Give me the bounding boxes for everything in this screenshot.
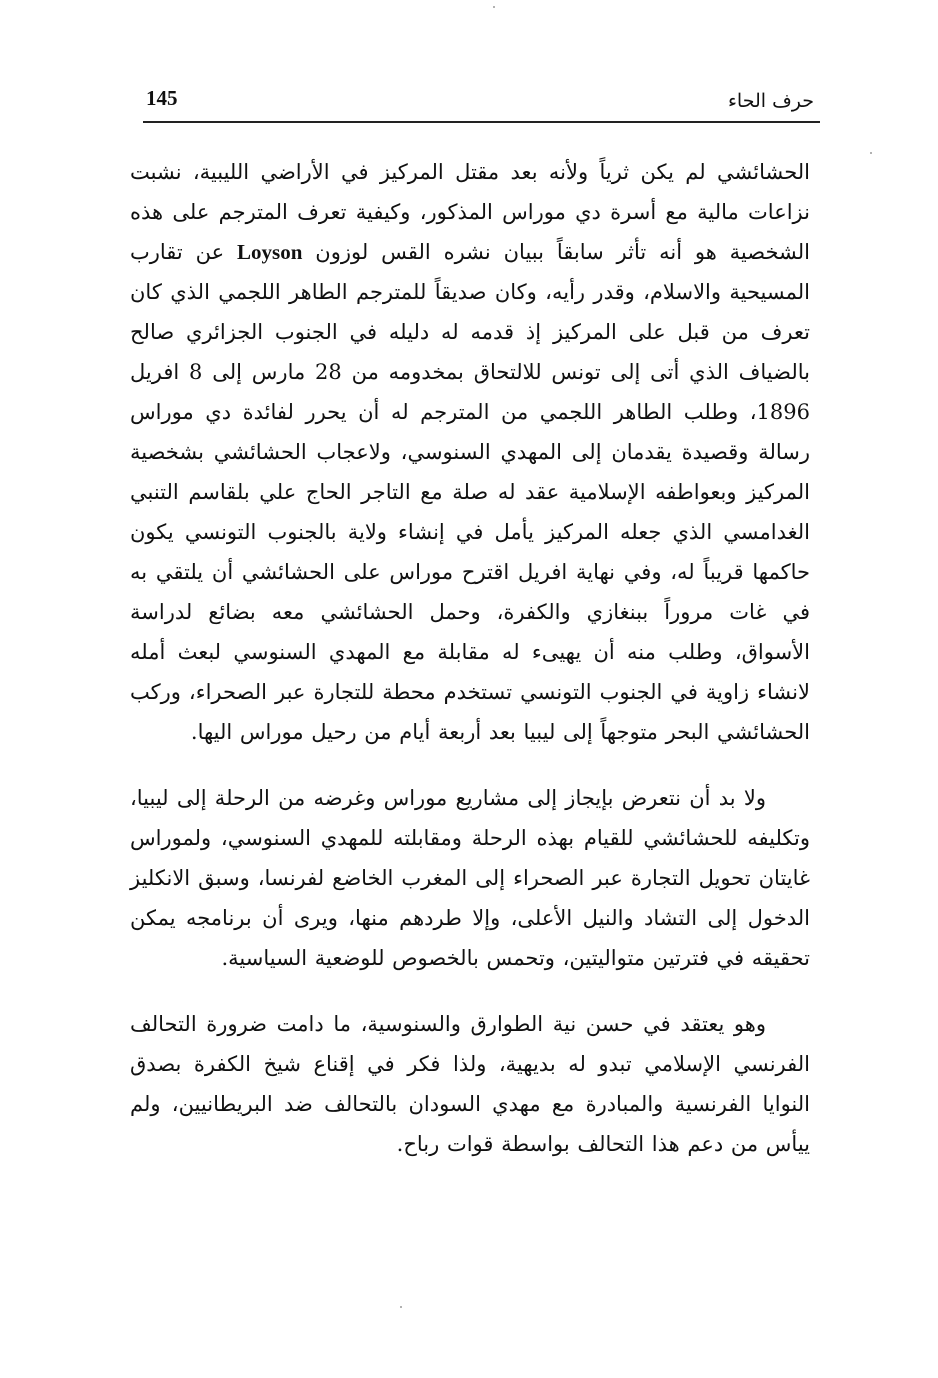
paragraph-2: ولا بد أن نتعرض بإيجاز إلى مشاريع موراس وغرضه من الرحلة إلى ليبيا، وتكليفه للحشائشي للقيام بهذه الرحلة ومقابلته للمهدي السنوسي، ولموراس غايتان تحويل التجارة عبر الصحراء إلى المغرب الخاضع لفرنسا، وسبق الانكليز الدخول إلى التشاد والنيل الأعلى، وإلا طردهم منها، ويرى أن برنامجه يمكن تحقيقه في فترتين متواليتين، وتحمس بالخصوص للوضعية السياسية. [130,786,810,970]
running-head: حرف الحاء [727,90,814,112]
body-text [130,152,810,1164]
latin-name-loyson: Loyson [237,240,303,264]
scan-speck [400,1306,402,1308]
paragraph-1 [130,152,810,752]
page-header [140,78,820,122]
page-number: 145 [146,86,178,110]
header-rule [143,121,820,123]
paragraph-1-part-a: الحشائشي لم يكن ثرياً ولأنه بعد مقتل المركيز في الأراضي الليبية، نشبت نزاعات مالية مع أسرة دي موراس المذكور، وكيفية تعرف المترجم على هذه الشخصية هو أنه تأثر سابقاً ببيان نشره القس لوزون [130,160,811,264]
scan-speck [493,6,495,8]
scan-speck [870,152,872,154]
paragraph-3: وهو يعتقد في حسن نية الطوارق والسنوسية، ما دامت ضرورة التحالف الفرنسي الإسلامي تبدو له بديهية، ولذا فكر في إقناع شيخ الكفرة بصدق النوايا الفرنسية والمبادرة مع مهدي السودان بالتحالف ضد البريطانيين، ولم ييأس من دعم هذا التحالف بواسطة قوات رباح. [130,1012,810,1156]
paragraph-1-part-b: عن تقارب المسيحية والاسلام، وقدر رأيه، وكان صديقاً للمترجم الطاهر اللجمي الذي كان تعرف من قبل على المركيز إذ قدمه له دليله في الجنوب الجزائري صالح بالضياف الذي أتى إلى تونس للالتحاق بمخدومه من 28 مارس إلى 8 افريل 1896، وطلب الطاهر اللجمي من المترجم له أن يحرر لفائدة دي موراس رسالة وقصيدة يقدمان إلى المهدي السنوسي، ولاعجاب الحشائشي بشخصية المركيز وبعواطفه الإسلامية عقد له صلة مع التاجر الحاج علي بلقاسم التنبي الغدامسي الذي جعله المركيز يأمل في إنشاء ولاية بالجنوب التونسي يكون حاكمها قريباً له، وفي نهاية افريل اقترح موراس على الحشائشي أن يلتقي به في غات مروراً ببنغازي والكفرة، وحمل الحشائشي معه بضائع لدراسة الأسواق، وطلب منه أن يهيىء له مقابلة مع المهدي السنوسي لبعث أمله لانشاء زاوية في الجنوب التونسي تستخدم محطة للتجارة عبر الصحراء، وركب الحشائشي البحر متوجهاً إلى ليبيا بعد أربعة أيام من رحيل موراس اليها. [130,240,810,744]
